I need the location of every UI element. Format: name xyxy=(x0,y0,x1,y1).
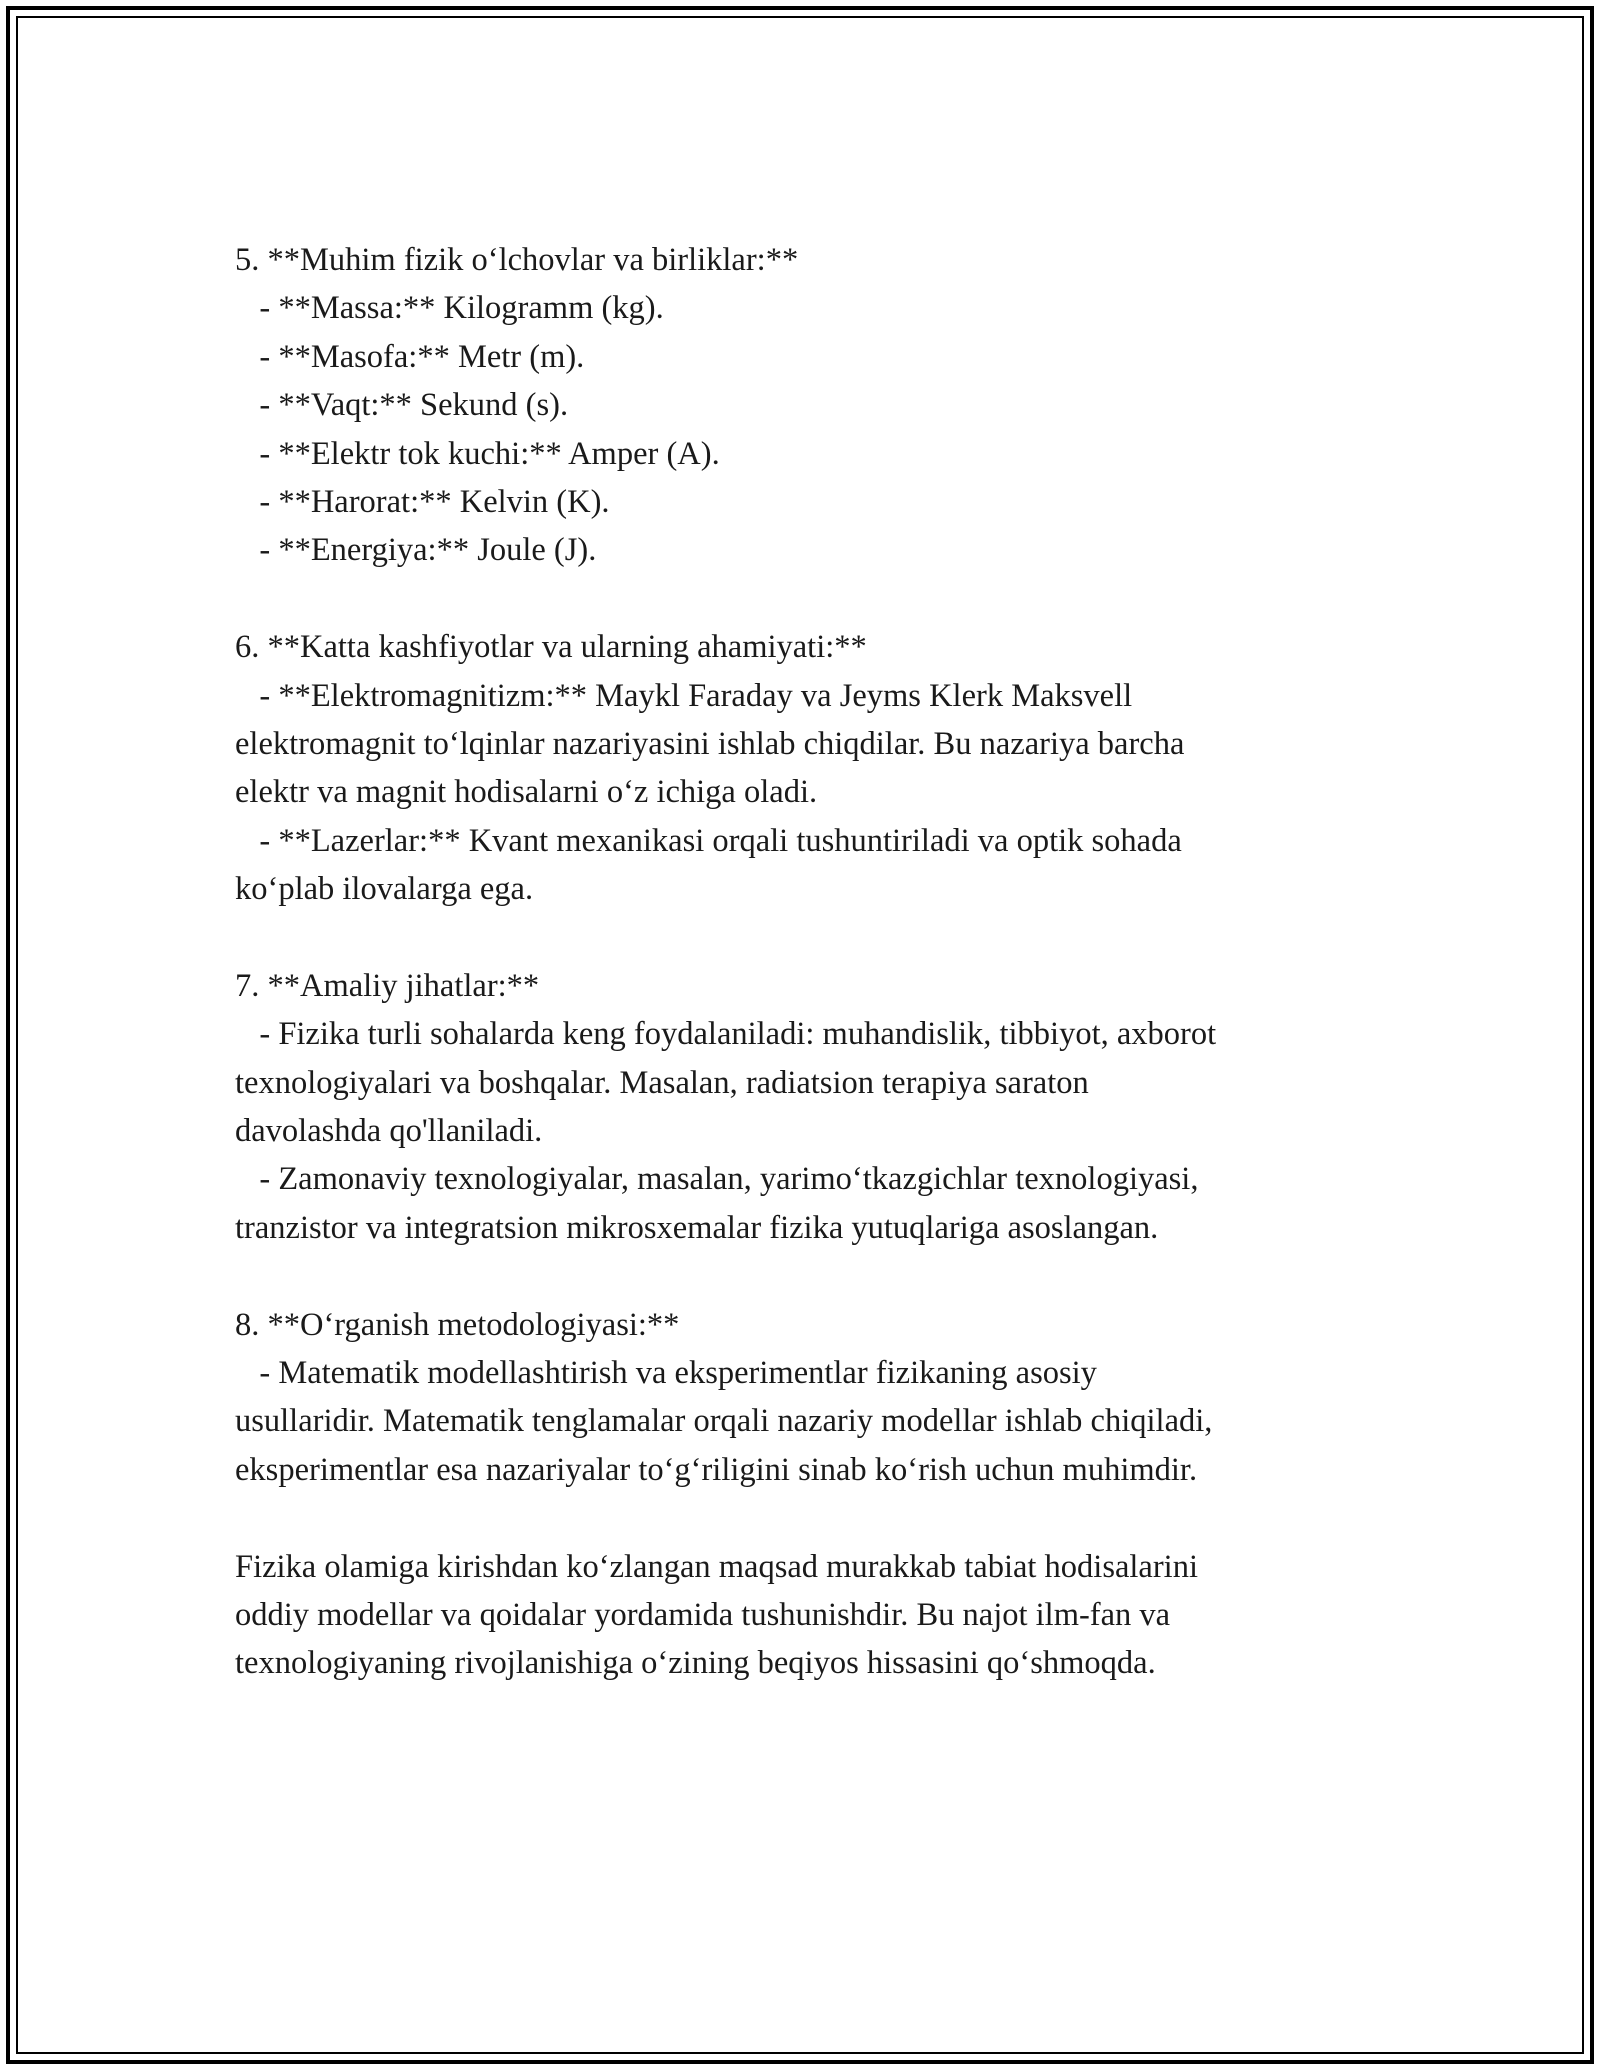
paragraph-gap xyxy=(235,575,1365,623)
list-item-matematik-line-2: usullaridir. Matematik tenglamalar orqali nazariy modellar ishlab chiqiladi, xyxy=(235,1403,1213,1440)
list-item-masofa: - **Masofa:** Metr (m). xyxy=(235,338,585,375)
section-7-heading: 7. **Amaliy jihatlar:** xyxy=(235,967,540,1004)
list-item-lazerlar-line-1: - **Lazerlar:** Kvant mexanikasi orqali tushuntiriladi va optik sohada xyxy=(235,822,1182,859)
conclusion-line-1: Fizika olamiga kirishdan koʻzlangan maqsad murakkab tabiat hodisalarini xyxy=(235,1548,1198,1585)
paragraph-gap xyxy=(235,1494,1365,1542)
conclusion-line-2: oddiy modellar va qoidalar yordamida tushunishdir. Bu najot ilm-fan va xyxy=(235,1596,1171,1633)
section-5-heading: 5. **Muhim fizik oʻlchovlar va birliklar:** xyxy=(235,242,799,278)
list-item-matematik-line-3: eksperimentlar esa nazariyalar toʻgʻriligini sinab koʻrish uchun muhimdir. xyxy=(235,1451,1198,1488)
section-8-heading: 8. **Oʻrganish metodologiyasi:** xyxy=(235,1306,680,1343)
list-item-fizika-line-1: - Fizika turli sohalarda keng foydalaniladi: muhandislik, tibbiyot, axborot xyxy=(235,1016,1217,1053)
list-item-zamonaviy-line-1: - Zamonaviy texnologiyalar, masalan, yarimoʻtkazgichlar texnologiyasi, xyxy=(235,1161,1199,1198)
list-item-fizika-line-3: davolashda qo'llaniladi. xyxy=(235,1113,543,1150)
section-6-heading: 6. **Katta kashfiyotlar va ularning ahamiyati:** xyxy=(235,629,867,666)
list-item-elektr-tok-kuchi: - **Elektr tok kuchi:** Amper (A). xyxy=(235,435,720,472)
paragraph-gap xyxy=(235,913,1365,961)
list-item-harorat: - **Harorat:** Kelvin (K). xyxy=(235,483,610,520)
list-item-fizika-line-2: texnologiyalari va boshqalar. Masalan, radiatsion terapiya saraton xyxy=(235,1064,1089,1101)
list-item-elektromagnitizm-line-3: elektr va magnit hodisalarni oʻz ichiga oladi. xyxy=(235,774,818,811)
conclusion-line-3: texnologiyaning rivojlanishiga oʻzining beqiyos hissasini qoʻshmoqda. xyxy=(235,1645,1156,1682)
list-item-vaqt: - **Vaqt:** Sekund (s). xyxy=(235,387,569,424)
list-item-energiya: - **Energiya:** Joule (J). xyxy=(235,532,597,569)
paragraph-gap xyxy=(235,1252,1365,1300)
list-item-elektromagnitizm-line-2: elektromagnit toʻlqinlar nazariyasini ishlab chiqdilar. Bu nazariya barcha xyxy=(235,725,1185,762)
list-item-matematik-line-1: - Matematik modellashtirish va eksperimentlar fizikaning asosiy xyxy=(235,1354,1097,1391)
document-body xyxy=(235,236,1365,1688)
list-item-lazerlar-line-2: koʻplab ilovalarga ega. xyxy=(235,871,534,908)
list-item-zamonaviy-line-2: tranzistor va integratsion mikrosxemalar fizika yutuqlariga asoslangan. xyxy=(235,1209,1159,1246)
list-item-massa: - **Massa:** Kilogramm (kg). xyxy=(235,290,664,327)
list-item-elektromagnitizm-line-1: - **Elektromagnitizm:** Maykl Faraday va Jeyms Klerk Maksvell xyxy=(235,677,1133,714)
